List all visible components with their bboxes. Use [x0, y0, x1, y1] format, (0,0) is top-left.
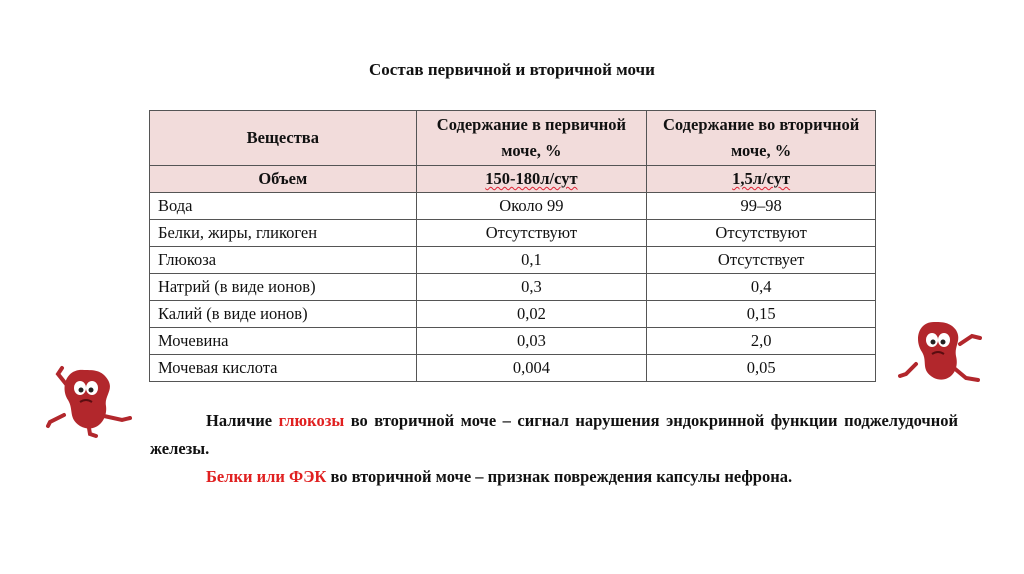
- cell-substance: Калий (в виде ионов): [150, 301, 417, 328]
- cell-primary: 0,03: [416, 328, 647, 355]
- volume-row: [150, 166, 876, 193]
- cell-substance: Вода: [150, 193, 417, 220]
- header-primary: Содержание в первичной моче, %: [416, 111, 647, 166]
- cell-secondary: 99–98: [647, 193, 876, 220]
- table-row: [150, 220, 876, 247]
- cell-secondary: 0,15: [647, 301, 876, 328]
- highlight-glucose: глюкозы: [278, 411, 345, 430]
- highlight-proteins: Белки или ФЭК: [206, 467, 327, 486]
- table-row: [150, 274, 876, 301]
- cell-substance: Мочевина: [150, 328, 417, 355]
- cell-substance: Мочевая кислота: [150, 355, 417, 382]
- table-row: [150, 355, 876, 382]
- cell-primary: Отсутствуют: [416, 220, 647, 247]
- cell-secondary: 0,05: [647, 355, 876, 382]
- cell-secondary: 2,0: [647, 328, 876, 355]
- cell-substance: Натрий (в виде ионов): [150, 274, 417, 301]
- note-proteins: Белки или ФЭК во вторичной моче – признак повреждения капсулы нефрона.: [206, 467, 793, 486]
- volume-primary: 150-180л/сут: [416, 166, 647, 193]
- cell-secondary: 0,4: [647, 274, 876, 301]
- table-header-row: [150, 111, 876, 166]
- cell-substance: Глюкоза: [150, 247, 417, 274]
- cell-primary: 0,004: [416, 355, 647, 382]
- cell-substance: Белки, жиры, гликоген: [150, 220, 417, 247]
- cell-secondary: Отсутствуют: [647, 220, 876, 247]
- cell-primary: 0,02: [416, 301, 647, 328]
- table-row: [150, 247, 876, 274]
- header-substances: Вещества: [150, 111, 417, 166]
- kidney-character-left-icon: [44, 360, 140, 440]
- page-title: Состав первичной и вторичной мочи: [369, 60, 655, 79]
- cell-primary: Около 99: [416, 193, 647, 220]
- volume-secondary: 1,5л/сут: [647, 166, 876, 193]
- cell-primary: 0,1: [416, 247, 647, 274]
- cell-secondary: Отсутствует: [647, 247, 876, 274]
- table-row: [150, 193, 876, 220]
- composition-table: [149, 110, 876, 382]
- kidney-character-right-icon: [896, 316, 986, 392]
- volume-label: Объем: [150, 166, 417, 193]
- cell-primary: 0,3: [416, 274, 647, 301]
- note-glucose: Наличие глюкозы во вторичной моче – сигнал нарушения эндокринной функции поджелудочной железы.: [150, 411, 958, 458]
- table-row: [150, 301, 876, 328]
- table-row: [150, 328, 876, 355]
- header-secondary: Содержание во вторичной моче, %: [647, 111, 876, 166]
